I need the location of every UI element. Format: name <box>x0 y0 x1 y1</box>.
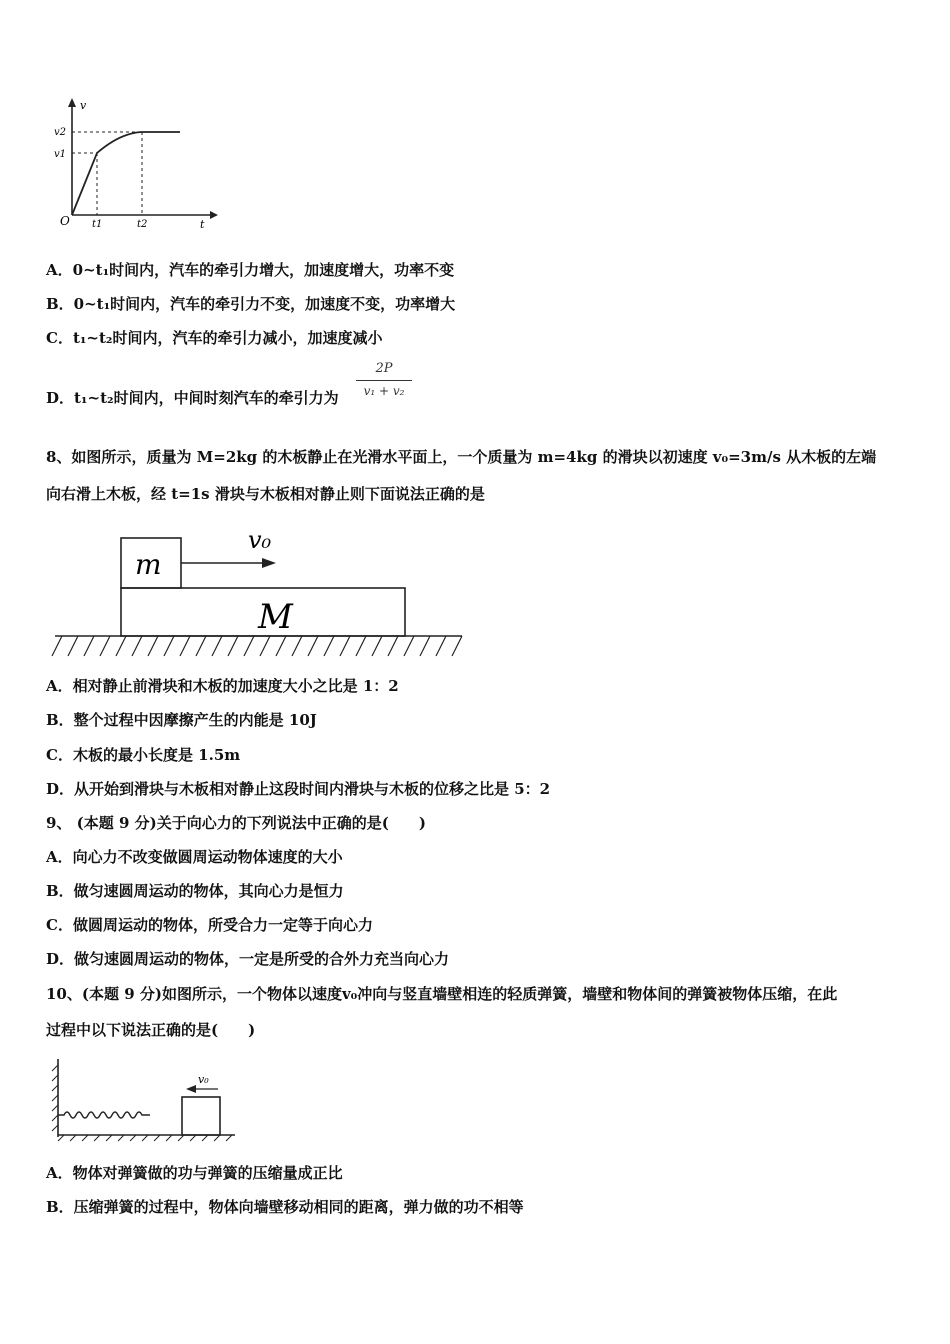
q8-option-a: A．相对静止前滑块和木板的加速度大小之比是 1：2 <box>46 677 399 695</box>
q8-stem-line1: 8、如图所示，质量为 M=2kg 的木板静止在光滑水平面上，一个质量为 m=4kg 的滑块以初速度 v₀=3m/s 从木板的左端 <box>46 448 877 466</box>
small-mass-label: m <box>135 548 162 581</box>
q8-stem-line2: 向右滑上木板，经 t=1s 滑块与木板相对静止则下面说法正确的是 <box>46 485 485 503</box>
q9-option-a: A．向心力不改变做圆周运动物体速度的大小 <box>46 848 343 866</box>
q7-option-a: A．0~t₁时间内，汽车的牵引力增大，加速度增大，功率不变 <box>46 261 455 279</box>
q7-option-c: C．t₁~t₂时间内，汽车的牵引力减小，加速度减小 <box>46 329 383 347</box>
q7-option-d: D．t₁~t₂时间内，中间时刻汽车的牵引力为 <box>46 389 339 407</box>
q9-option-c: C．做圆周运动的物体，所受合力一定等于向心力 <box>46 916 373 934</box>
t-axis-label: t <box>200 218 205 230</box>
block-board-figure <box>50 520 470 665</box>
t2-label: t2 <box>137 219 148 230</box>
velocity-time-graph <box>50 95 220 230</box>
initial-velocity-label: v₀ <box>248 526 272 554</box>
v2-label: v2 <box>54 127 67 138</box>
q7-option-b: B．0~t₁时间内，汽车的牵引力不变，加速度不变，功率增大 <box>46 295 456 313</box>
v1-label: v1 <box>54 149 67 160</box>
fraction-denominator: v₁ + v₂ <box>363 384 405 398</box>
spring-velocity-label: v₀ <box>198 1073 209 1086</box>
q9-option-d: D．做匀速圆周运动的物体，一定是所受的合外力充当向心力 <box>46 950 450 968</box>
fraction-numerator: 2P <box>375 361 393 376</box>
q8-option-d: D．从开始到滑块与木板相对静止这段时间内滑块与木板的位移之比是 5：2 <box>46 780 551 798</box>
board-mass-label: M <box>258 597 293 637</box>
q10-option-a: A．物体对弹簧做的功与弹簧的压缩量成正比 <box>46 1164 343 1182</box>
q8-option-c: C．木板的最小长度是 1.5m <box>46 746 241 764</box>
q9-option-b: B．做匀速圆周运动的物体，其向心力是恒力 <box>46 882 344 900</box>
v-axis-label: v <box>80 99 87 112</box>
traction-force-fraction <box>356 360 412 399</box>
q10-stem-line2: 过程中以下说法正确的是( ) <box>46 1021 256 1039</box>
q8-option-b: B．整个过程中因摩擦产生的内能是 10J <box>46 711 317 729</box>
t1-label: t1 <box>92 219 103 230</box>
q10-option-b: B．压缩弹簧的过程中，物体向墙壁移动相同的距离，弹力做的功不相等 <box>46 1198 524 1216</box>
q9-stem: 9、 (本题 9 分)关于向心力的下列说法中正确的是( ) <box>46 814 426 832</box>
origin-label: O <box>60 214 70 228</box>
q10-stem-line1: 10、(本题 9 分)如图所示，一个物体以速度v₀冲向与竖直墙壁相连的轻质弹簧，墙壁和物体间的弹簧被物体压缩，在此 <box>46 985 838 1003</box>
spring-wall-figure <box>50 1055 240 1145</box>
